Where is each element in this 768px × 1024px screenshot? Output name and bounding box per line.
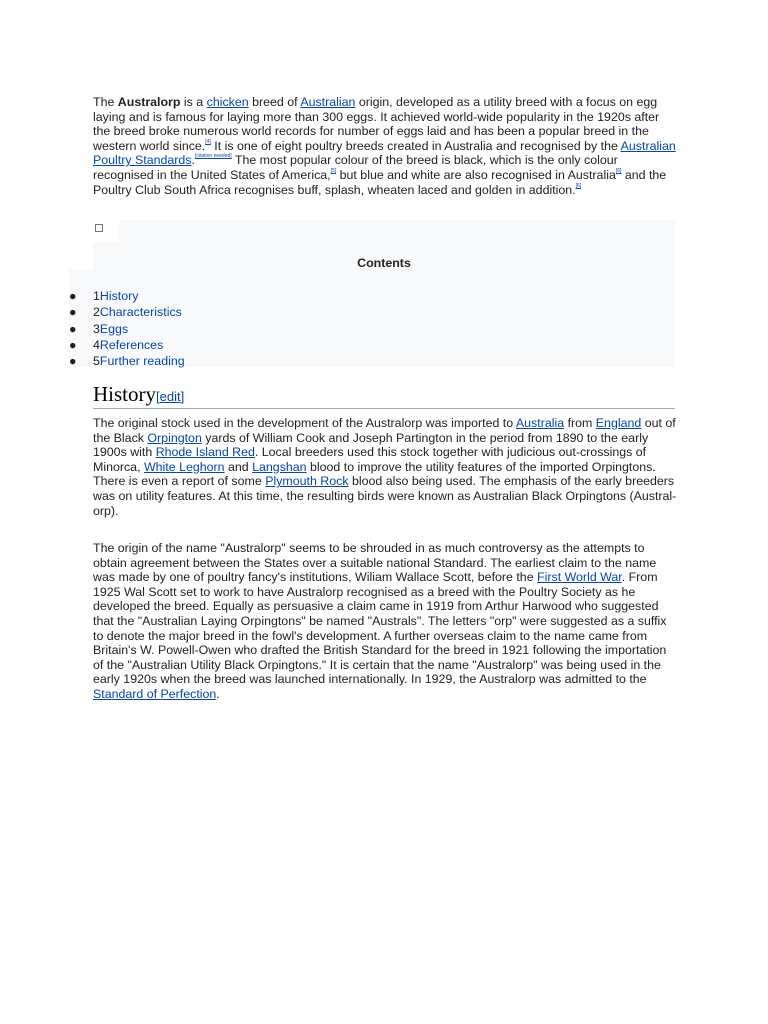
history-text: . [216, 686, 220, 701]
australian-link[interactable]: Australian [300, 95, 356, 109]
citation-needed-marker [195, 153, 232, 159]
citation-needed-link[interactable]: [citation needed] [194, 153, 232, 160]
edit-bracket: [ [156, 389, 160, 404]
reference-link[interactable]: [6] [615, 167, 622, 174]
australian-poultry-standards-link[interactable]: Australian Poultry Standards [93, 138, 676, 168]
bullet-icon: ● [69, 305, 77, 320]
history-text: from [564, 416, 596, 430]
bullet-icon: ● [69, 289, 77, 303]
bullet-icon: ● [69, 337, 77, 352]
standard-of-perfection-link[interactable]: Standard of Perfection [93, 686, 217, 701]
intro-text: origin, developed as a utility breed with a focus on egg laying and is famous for laying more than 300 eggs. It achieved world-wide popularity in the 1920s after the breed broke numerous world records for number of eggs laid and has been a popular breed in the western world since. [93, 95, 660, 153]
intro-text: and the Poultry Club South Africa recognises buff, splash, wheaten laced and golden in addition. [93, 167, 667, 197]
australia-link[interactable]: Australia [515, 416, 565, 430]
white-leghorn-link[interactable]: White Leghorn [143, 459, 225, 474]
history-text: The origin of the name "Australorp" seems to be shrouded in as much controversy as the attempts to obtain agreement between the States over a suitable national Standard. The earliest claim to the name was made by one of poultry fancy's institutions, Wiliam Wallace Scott, before the [93, 541, 657, 585]
toc-item-number: 3 [93, 321, 100, 336]
toc-item-references[interactable] [69, 338, 185, 354]
intro-text: The [93, 95, 118, 109]
toc-item-number: 1 [93, 289, 100, 303]
history-text: . Local breeders used this stock together with judicious out-crossings of Minorca, [93, 445, 647, 474]
history-text: blood to improve the utility features of the imported Orpingtons. There is even a report of some [93, 459, 656, 489]
plymouth-rock-link[interactable]: Plymouth Rock [265, 474, 349, 489]
reference-link[interactable]: [5] [330, 167, 337, 174]
toc-item-number: 4 [93, 337, 100, 352]
history-text: yards of William Cook and Joseph Partington in the period from 1890 to the early 1900s with [93, 430, 649, 460]
england-link[interactable]: England [595, 416, 642, 430]
reference-link[interactable]: [6] [575, 182, 582, 189]
rhode-island-red-link[interactable]: Rhode Island Red [155, 445, 255, 460]
toc-title: Contents [357, 256, 411, 270]
toc-item-number: 5 [93, 354, 100, 369]
orpington-link[interactable]: Orpington [147, 430, 202, 445]
history-paragraph-2 [93, 541, 677, 702]
intro-text: . [191, 153, 195, 168]
toc-item-history[interactable] [69, 289, 185, 305]
bullet-icon: ● [69, 354, 77, 369]
intro-text: breed of [248, 95, 301, 109]
history-text: out of the Black [93, 416, 676, 445]
chicken-link[interactable]: chicken [206, 95, 249, 109]
edit-bracket: ] [180, 389, 185, 404]
toc-item-number: 2 [93, 305, 100, 320]
history-text: and [224, 459, 253, 474]
edit-section [156, 389, 184, 404]
intro-text: It is one of eight poultry breeds created in Australia and recognised by the [210, 138, 621, 153]
toc-item-link[interactable]: References [99, 337, 164, 352]
section-title: History [93, 382, 156, 406]
history-text: blood also being used. The emphasis of the early breeders was on utility features. At this time, the resulting birds were known as Australian Black Orpingtons (Austral-orp). [93, 474, 677, 518]
toc-item-link[interactable]: Eggs [99, 321, 129, 336]
history-paragraph-1 [93, 416, 677, 518]
intro-text: is a [180, 95, 207, 109]
toc-item-link[interactable]: History [99, 289, 139, 303]
toc-item-eggs[interactable] [69, 322, 185, 338]
reference-link[interactable]: [4] [205, 138, 211, 145]
breed-name: Australorp [117, 95, 181, 109]
first-world-war-link[interactable]: First World War [537, 570, 622, 585]
toc-item-characteristics[interactable] [69, 305, 185, 321]
toc-toggle-checkbox-icon[interactable] [95, 224, 103, 232]
toc-item-further-reading[interactable] [69, 354, 185, 370]
toc-list [69, 289, 185, 370]
intro-paragraph [93, 95, 677, 197]
history-text: The original stock used in the development of the Australorp was imported to [93, 416, 516, 430]
intro-text: The most popular colour of the breed is black, which is the only colour recognised in the United States of America, [93, 153, 618, 182]
bullet-icon: ● [69, 321, 77, 336]
intro-text: but blue and white are also recognised in Australia [336, 167, 616, 182]
history-text: . From 1925 Wal Scott set to work to have Australorp recognised as a breed with the Poultry Society as he developed the breed. Equally as persuasive a claim came in 1919 from Arthur Harwood who suggested that the "Australian Laying Orpingtons" be named "Australs". The letters "orp" were suggested as a suffix to denote the major breed in the fowl's development. A further overseas claim to the name came from Britain's W. Powell-Owen who drafted the British Standard for the breed in 1921 following the importation of the "Australian Utility Black Orpingtons." It is certain that the name "Australorp" was being used in the early 1920s when the breed was launched internationally. In 1929, the Australorp was admitted to the [93, 570, 667, 687]
reference-marker [576, 183, 582, 189]
history-heading [93, 381, 675, 409]
edit-link[interactable]: edit [159, 389, 181, 404]
toc-item-link[interactable]: Characteristics [99, 305, 182, 320]
langshan-link[interactable]: Langshan [252, 459, 307, 474]
toc-item-link[interactable]: Further reading [99, 354, 185, 369]
